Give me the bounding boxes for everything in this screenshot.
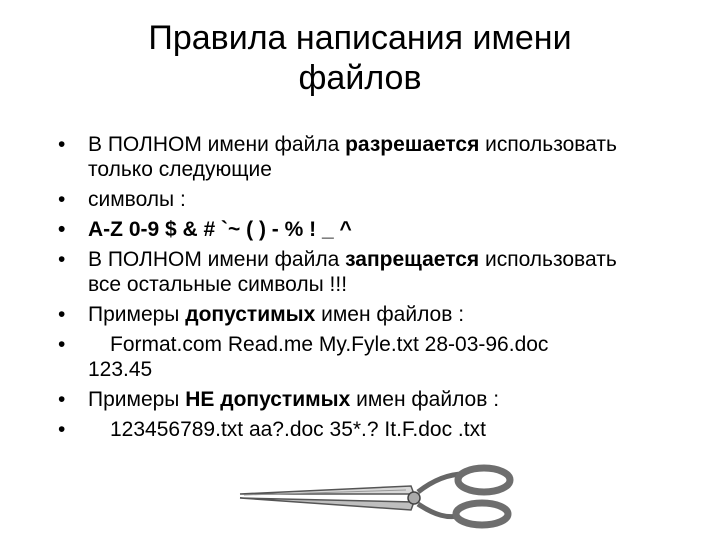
bullet-forbidden-rule bbox=[58, 247, 708, 297]
title-line-2: файлов bbox=[298, 59, 422, 97]
bold-word: допустимых bbox=[185, 303, 316, 326]
bullet-text-continued: только следующие bbox=[88, 158, 272, 181]
bullet-text: имен файлов : bbox=[315, 303, 465, 326]
slide-title bbox=[0, 18, 720, 98]
bullet-valid-examples bbox=[58, 332, 708, 382]
bullet-text: В ПОЛНОМ имени файла bbox=[88, 248, 346, 271]
bullet-text-continued: все остальные символы !!! bbox=[88, 273, 348, 296]
bullet-allowed-symbols bbox=[58, 217, 708, 242]
bullet-text: Примеры bbox=[88, 303, 186, 326]
bullet-text: символы : bbox=[88, 188, 186, 211]
bullet-text: В ПОЛНОМ имени файла bbox=[88, 133, 346, 156]
bullet-symbols-label bbox=[58, 187, 708, 212]
bullet-valid-examples-label bbox=[58, 302, 708, 327]
bullet-text: использовать bbox=[479, 248, 617, 271]
bullet-invalid-examples-label bbox=[58, 387, 708, 412]
bullet-text: Примеры bbox=[88, 388, 186, 411]
bullet-text: Format.com Read.me My.Fyle.txt 28-03-96.doc bbox=[110, 333, 549, 356]
scissors-icon bbox=[236, 464, 526, 530]
bullet-text-continued: 123.45 bbox=[88, 358, 153, 381]
bold-word: запрещается bbox=[345, 248, 480, 271]
bullet-allowed-rule bbox=[58, 132, 708, 182]
bullet-text: имен файлов : bbox=[350, 388, 500, 411]
bold-word: НЕ допустимых bbox=[185, 388, 351, 411]
title-line-1: Правила написания имени bbox=[148, 19, 572, 57]
bullet-text: использовать bbox=[479, 133, 617, 156]
bullet-text: 123456789.txt aa?.doc 35*.? It.F.doc .txt bbox=[110, 418, 486, 441]
bold-word: разрешается bbox=[345, 133, 480, 156]
bullet-invalid-examples bbox=[58, 417, 708, 442]
bullet-text: A-Z 0-9 $ & # `~ ( ) - % ! _ ^ bbox=[88, 218, 352, 241]
bullet-list bbox=[58, 132, 708, 442]
